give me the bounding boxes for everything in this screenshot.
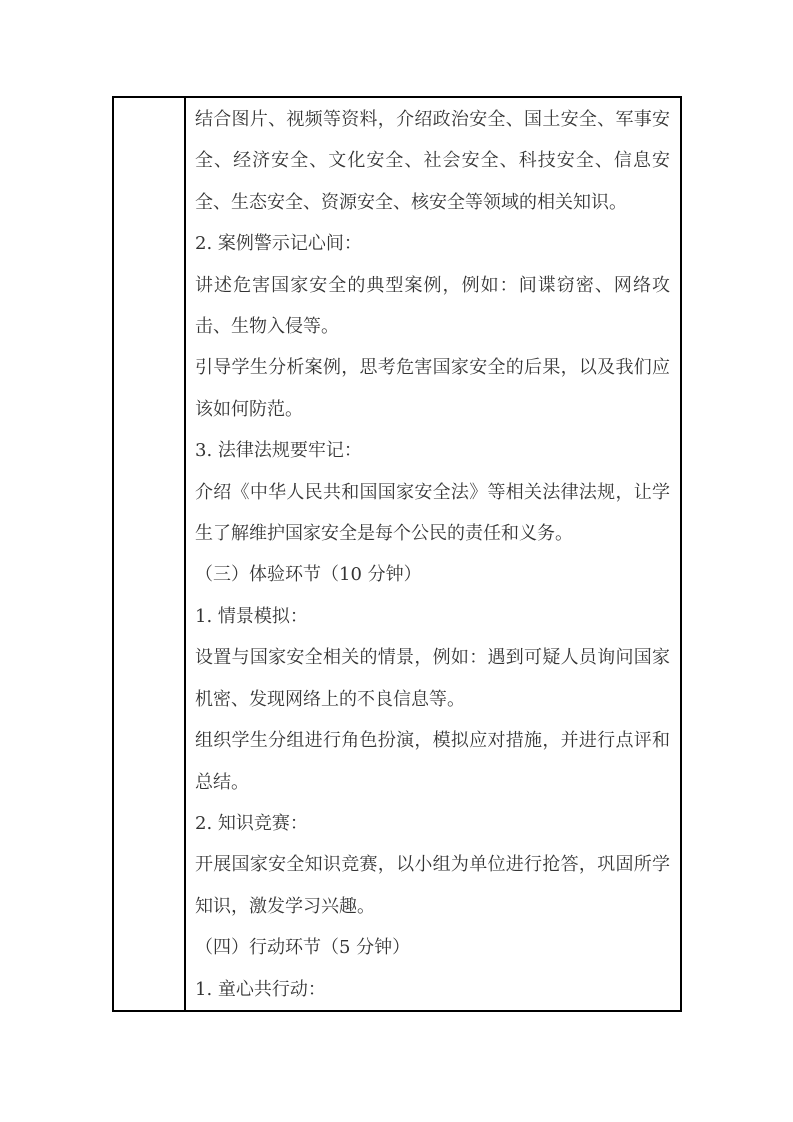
paragraph-section-4-heading: （四）行动环节（5 分钟）	[195, 937, 411, 959]
table-cell-left-empty	[114, 98, 186, 1010]
paragraph-case-analysis: 引导学生分析案例，思考危害国家安全的后果，以及我们应该如何防范。	[195, 357, 670, 420]
paragraph-quiz-heading: 2. 知识竞赛：	[195, 812, 308, 834]
paragraph-quiz-detail: 开展国家安全知识竞赛，以小组为单位进行抢答，巩固所学知识，激发学习兴趣。	[195, 854, 670, 917]
paragraph-law-intro: 介绍《中华人民共和国国家安全法》等相关法律法规，让学生了解维护国家安全是每个公民的责任和义务。	[195, 481, 670, 545]
paragraph-case-examples: 讲述危害国家安全的典型案例，例如：间谍窃密、网络攻击、生物入侵等。	[195, 274, 670, 338]
paragraph-scenario-heading: 1. 情景模拟：	[195, 605, 308, 627]
paragraph-section-3-heading: （三）体验环节（10 分钟）	[195, 564, 422, 586]
paragraph-case-warning-heading: 2. 案例警示记心间：	[195, 233, 362, 255]
lesson-plan-table	[112, 96, 682, 1012]
paragraph-knowledge-intro: 结合图片、视频等资料，介绍政治安全、国土安全、军事安全、经济安全、文化安全、社会安全、科技安全、信息安全、生态安全、资源安全、核安全等领域的相关知识。	[195, 109, 670, 213]
paragraph-roleplay: 组织学生分组进行角色扮演，模拟应对措施，并进行点评和总结。	[195, 730, 670, 793]
paragraph-scenario-setup: 设置与国家安全相关的情景，例如：遇到可疑人员询问国家机密、发现网络上的不良信息等。	[195, 647, 670, 710]
paragraph-law-heading: 3. 法律法规要牢记：	[195, 440, 362, 462]
table-cell-content	[186, 98, 680, 1010]
paragraph-action-heading: 1. 童心共行动：	[195, 978, 326, 1000]
